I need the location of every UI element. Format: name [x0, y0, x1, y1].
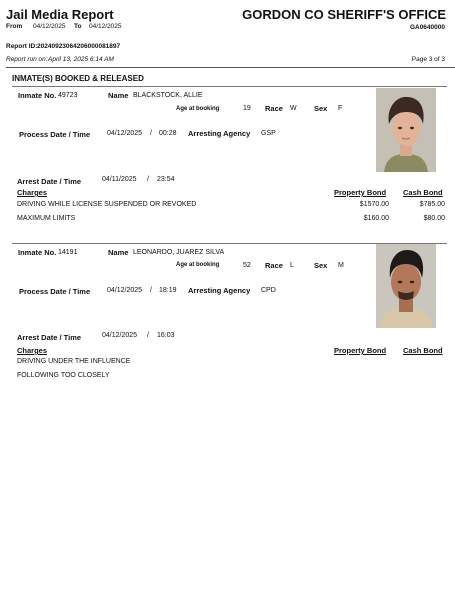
- age-value: 19: [243, 105, 251, 112]
- cash-bond-header: Cash Bond: [403, 188, 443, 197]
- process-label: Process Date / Time: [19, 287, 91, 296]
- age-label: Age at booking: [176, 262, 220, 268]
- name-label: Name: [108, 91, 129, 100]
- from-date: 04/12/2025: [33, 23, 66, 30]
- race-label: Race: [265, 104, 283, 113]
- inmate-name: BLACKSTOCK, ALLIE: [133, 92, 203, 99]
- run-on-label: Report run on:: [6, 56, 48, 63]
- section-divider: [12, 86, 447, 87]
- race-label: Race: [265, 261, 283, 270]
- charge-cash-bond: $80.00: [423, 215, 445, 222]
- process-date: 04/12/2025: [107, 287, 143, 294]
- charge-property-bond: $1570.00: [359, 201, 389, 208]
- name-label: Name: [108, 248, 129, 257]
- page-number: Page 3 of 3: [411, 56, 445, 63]
- charge-desc: DRIVING UNDER THE INFLUENCE: [17, 358, 131, 365]
- agency-label: Arresting Agency: [188, 286, 251, 295]
- booking-photo: [376, 88, 436, 172]
- section-title: INMATE(S) BOOKED & RELEASED: [12, 74, 144, 83]
- process-time: 00:28: [159, 130, 177, 137]
- charge-desc: MAXIMUM LIMITS: [17, 215, 76, 222]
- report-id: 20240923064206000081897: [37, 43, 121, 50]
- race-value: W: [290, 105, 297, 112]
- sex-label: Sex: [314, 104, 328, 113]
- arrest-date: 04/12/2025: [102, 332, 138, 339]
- charges-header: Charges: [17, 188, 48, 197]
- booking-photo: [376, 244, 436, 328]
- inmate-no-label: Inmate No.: [18, 91, 57, 100]
- agency-value: GSP: [261, 130, 276, 137]
- run-on-value: April 13, 2025 6:14 AM: [48, 56, 114, 63]
- race-value: L: [290, 262, 294, 269]
- arrest-date: 04/11/2025: [102, 176, 137, 183]
- sex-value: F: [338, 105, 343, 112]
- agency-label: Arresting Agency: [188, 129, 251, 138]
- charge-cash-bond: $785.00: [419, 201, 445, 208]
- age-label: Age at booking: [176, 106, 220, 112]
- agency-value: CPD: [261, 287, 276, 294]
- property-bond-header: Property Bond: [334, 188, 387, 197]
- age-value: 52: [243, 262, 251, 269]
- inmate-no-label: Inmate No.: [18, 248, 57, 257]
- inmate-no: 14191: [58, 249, 78, 256]
- ori-code: GA0640000: [409, 24, 445, 31]
- to-label: To: [74, 23, 82, 30]
- charge-desc: DRIVING WHILE LICENSE SUSPENDED OR REVOKED: [17, 201, 197, 208]
- cash-bond-header: Cash Bond: [403, 346, 443, 355]
- slash: /: [150, 287, 152, 294]
- sex-label: Sex: [314, 261, 328, 270]
- report-title: Jail Media Report: [6, 7, 114, 22]
- charge-property-bond: $160.00: [363, 215, 389, 222]
- arrest-time: 16:03: [157, 332, 175, 339]
- slash: /: [150, 130, 152, 137]
- process-date: 04/12/2025: [107, 130, 143, 137]
- inmate-no: 49723: [58, 92, 78, 99]
- arrest-label: Arrest Date / Time: [17, 333, 82, 342]
- header-divider: [6, 67, 455, 68]
- charges-header: Charges: [17, 346, 48, 355]
- to-date: 04/12/2025: [89, 23, 122, 30]
- arrest-label: Arrest Date / Time: [17, 177, 82, 186]
- process-label: Process Date / Time: [19, 130, 91, 139]
- sex-value: M: [338, 262, 344, 269]
- slash: /: [147, 176, 149, 183]
- inmate-name: LEONARDO, JUAREZ SILVA: [133, 249, 225, 256]
- arrest-time: 23:54: [157, 176, 175, 183]
- report-id-label: Report ID:: [6, 43, 38, 50]
- agency-name: GORDON CO SHERIFF'S OFFICE: [242, 7, 446, 22]
- process-time: 18:19: [159, 287, 177, 294]
- charge-desc: FOLLOWING TOO CLOSELY: [17, 372, 110, 379]
- slash: /: [147, 332, 149, 339]
- property-bond-header: Property Bond: [334, 346, 387, 355]
- from-label: From: [6, 23, 23, 30]
